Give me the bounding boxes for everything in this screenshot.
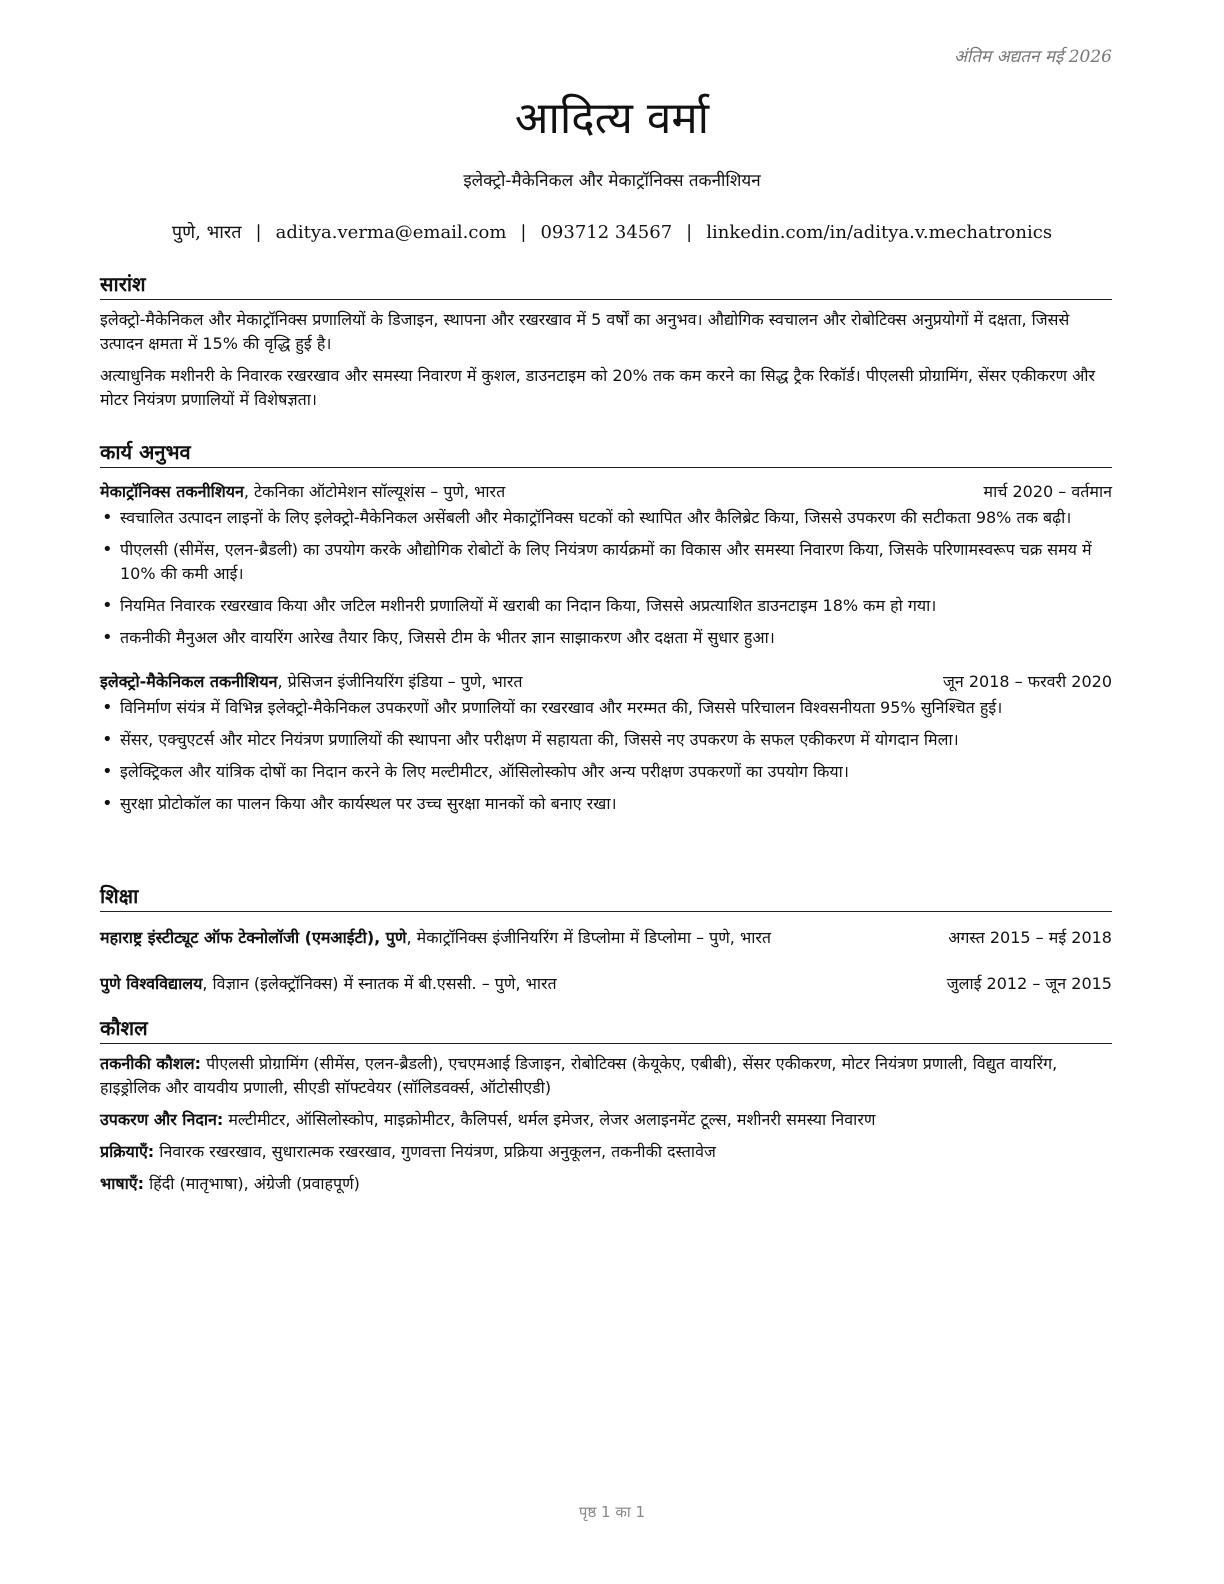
skill-value: मल्टीमीटर, ऑसिलोस्कोप, माइक्रोमीटर, कैलिपर्स, थर्मल इमेजर, लेजर अलाइनमेंट टूल्स, मशीनरी समस्या निवारण [223,1110,876,1129]
job-dates: मार्च 2020 – वर्तमान [983,482,1112,501]
education-heading: शिक्षा [100,882,1112,912]
skill-value: पीएलसी प्रोग्रामिंग (सीमेंस, एलन-ब्रैडली), एचएमआई डिजाइन, रोबोटिक्स (केयूकेए, एबीबी), सेंसर एकीकरण, मोटर नियंत्रण प्रणाली, विद्युत वायरिंग, हाइड्रोलिक और वायवीय प्रणाली, सीएडी सॉफ्टवेयर (सॉलिडवर्क्स, ऑटोसीएडी) [100,1054,1058,1097]
job-header [100,480,1112,502]
job-role: इलेक्ट्रो-मैकेनिकल तकनीशियन [100,672,278,691]
skill-label: भाषाएँ: [100,1174,145,1193]
job-dates: जून 2018 – फरवरी 2020 [943,672,1112,691]
skill-label: तकनीकी कौशल: [100,1054,201,1073]
job-bullets [100,506,1112,650]
skill-row [100,1108,1112,1132]
job-org: , प्रेसिजन इंजीनियरिंग इंडिया – पुणे, भारत [277,672,523,691]
education-item [100,972,1112,994]
contact-phone: 093712 34567 [540,222,673,243]
skill-row [100,1052,1112,1100]
job-bullet: • सुरक्षा प्रोटोकॉल का पालन किया और कार्यस्थल पर उच्च सुरक्षा मानकों को बनाए रखा। [100,792,1112,816]
contact-line [0,220,1224,244]
education-detail: , मेकाट्रॉनिक्स इंजीनियरिंग में डिप्लोमा में डिप्लोमा – पुणे, भारत [406,928,772,947]
contact-email[interactable]: aditya.verma@email.com [275,222,507,243]
job-bullet: • नियमित निवारक रखरखाव किया और जटिल मशीनरी प्रणालियों में खराबी का निदान किया, जिससे अप्रत्याशित डाउनटाइम 18% कम हो गया। [100,594,1112,618]
skills-heading: कौशल [100,1014,1112,1044]
candidate-title: इलेक्ट्रो-मैकेनिकल और मेकाट्रॉनिक्स तकनीशियन [463,171,761,191]
skill-label: प्रक्रियाएँ: [100,1142,155,1161]
skill-value: हिंदी (मातृभाषा), अंग्रेजी (प्रवाहपूर्ण) [144,1174,360,1193]
summary-paragraph: इलेक्ट्रो-मैकेनिकल और मेकाट्रॉनिक्स प्रणालियों के डिजाइन, स्थापना और रखरखाव में 5 वर्षों का अनुभव। औद्योगिक स्वचालन और रोबोटिक्स अनुप्रयोगों में दक्षता, जिससे उत्पादन क्षमता में 15% की वृद्धि हुई है। [100,310,1070,353]
skill-label: उपकरण और निदान: [100,1110,224,1129]
education-detail: , विज्ञान (इलेक्ट्रॉनिक्स) में स्नातक में बी.एससी. – पुणे, भारत [202,974,557,993]
skill-row [100,1172,1112,1196]
skills-section [100,1014,1112,1196]
job-bullet: • तकनीकी मैनुअल और वायरिंग आरेख तैयार किए, जिससे टीम के भीतर ज्ञान साझाकरण और दक्षता में सुधार हुआ। [100,626,1112,650]
skill-value: निवारक रखरखाव, सुधारात्मक रखरखाव, गुणवत्ता नियंत्रण, प्रक्रिया अनुकूलन, तकनीकी दस्तावेज [154,1142,716,1161]
education-institution: पुणे विश्वविद्यालय [100,974,203,993]
job-role: मेकाट्रॉनिक्स तकनीशियन [100,482,244,501]
summary-section [100,270,1112,412]
separator: | [255,222,262,243]
job-bullet: • पीएलसी (सीमेंस, एलन-ब्रैडली) का उपयोग करके औद्योगिक रोबोटों के लिए नियंत्रण कार्यक्रमों का विकास और समस्या निवारण किया, जिसके परिणामस्वरूप चक्र समय में 10% की कमी आई। [100,538,1112,586]
education-item [100,926,1112,948]
contact-linkedin[interactable]: linkedin.com/in/aditya.v.mechatronics [706,222,1053,243]
last-updated: अंतिम अद्यतन मई 2026 [953,47,1112,67]
summary-paragraph: अत्याधुनिक मशीनरी के निवारक रखरखाव और समस्या निवारण में कुशल, डाउनटाइम को 20% तक कम करने का सिद्ध ट्रैक रिकॉर्ड। पीएलसी प्रोग्रामिंग, सेंसर एकीकरण और मोटर नियंत्रण प्रणालियों में विशेषज्ञता। [100,366,1096,409]
summary-heading: सारांश [100,270,1112,300]
job-header [100,670,1112,692]
job-bullet: • विनिर्माण संयंत्र में विभिन्न इलेक्ट्रो-मैकेनिकल उपकरणों और प्रणालियों का रखरखाव और मरम्मत की, जिससे परिचालन विश्वसनीयता 95% सुनिश्चित हुई। [100,696,1112,720]
job-bullets [100,696,1112,816]
job-bullet: • स्वचालित उत्पादन लाइनों के लिए इलेक्ट्रो-मैकेनिकल असेंबली और मेकाट्रॉनिक्स घटकों को स्थापित और कैलिब्रेट किया, जिससे उपकरण की सटीकता 98% तक बढ़ी। [100,506,1112,530]
candidate-name: आदित्य वर्मा [514,93,710,144]
page-number: पृष्ठ 1 का 1 [578,1503,646,1521]
job-org: , टेकनिका ऑटोमेशन सॉल्यूशंस – पुणे, भारत [243,482,506,501]
education-dates: अगस्त 2015 – मई 2018 [948,928,1112,947]
experience-section [100,438,1112,824]
experience-heading: कार्य अनुभव [100,438,1112,468]
education-section [100,882,1112,994]
contact-location: पुणे, भारत [171,222,242,243]
education-institution: महाराष्ट्र इंस्टीट्यूट ऑफ टेक्नोलॉजी (एमआईटी), पुणे [100,928,407,947]
job-bullet: • सेंसर, एक्चुएटर्स और मोटर नियंत्रण प्रणालियों की स्थापना और परीक्षण में सहायता की, जिससे नए उपकरण के सफल एकीकरण में योगदान मिला। [100,728,1112,752]
skill-row [100,1140,1112,1164]
separator: | [520,222,527,243]
separator: | [686,222,693,243]
job-bullet: • इलेक्ट्रिकल और यांत्रिक दोषों का निदान करने के लिए मल्टीमीटर, ऑसिलोस्कोप और अन्य परीक्षण उपकरणों का उपयोग किया। [100,760,1112,784]
education-dates: जुलाई 2012 – जून 2015 [946,974,1112,993]
